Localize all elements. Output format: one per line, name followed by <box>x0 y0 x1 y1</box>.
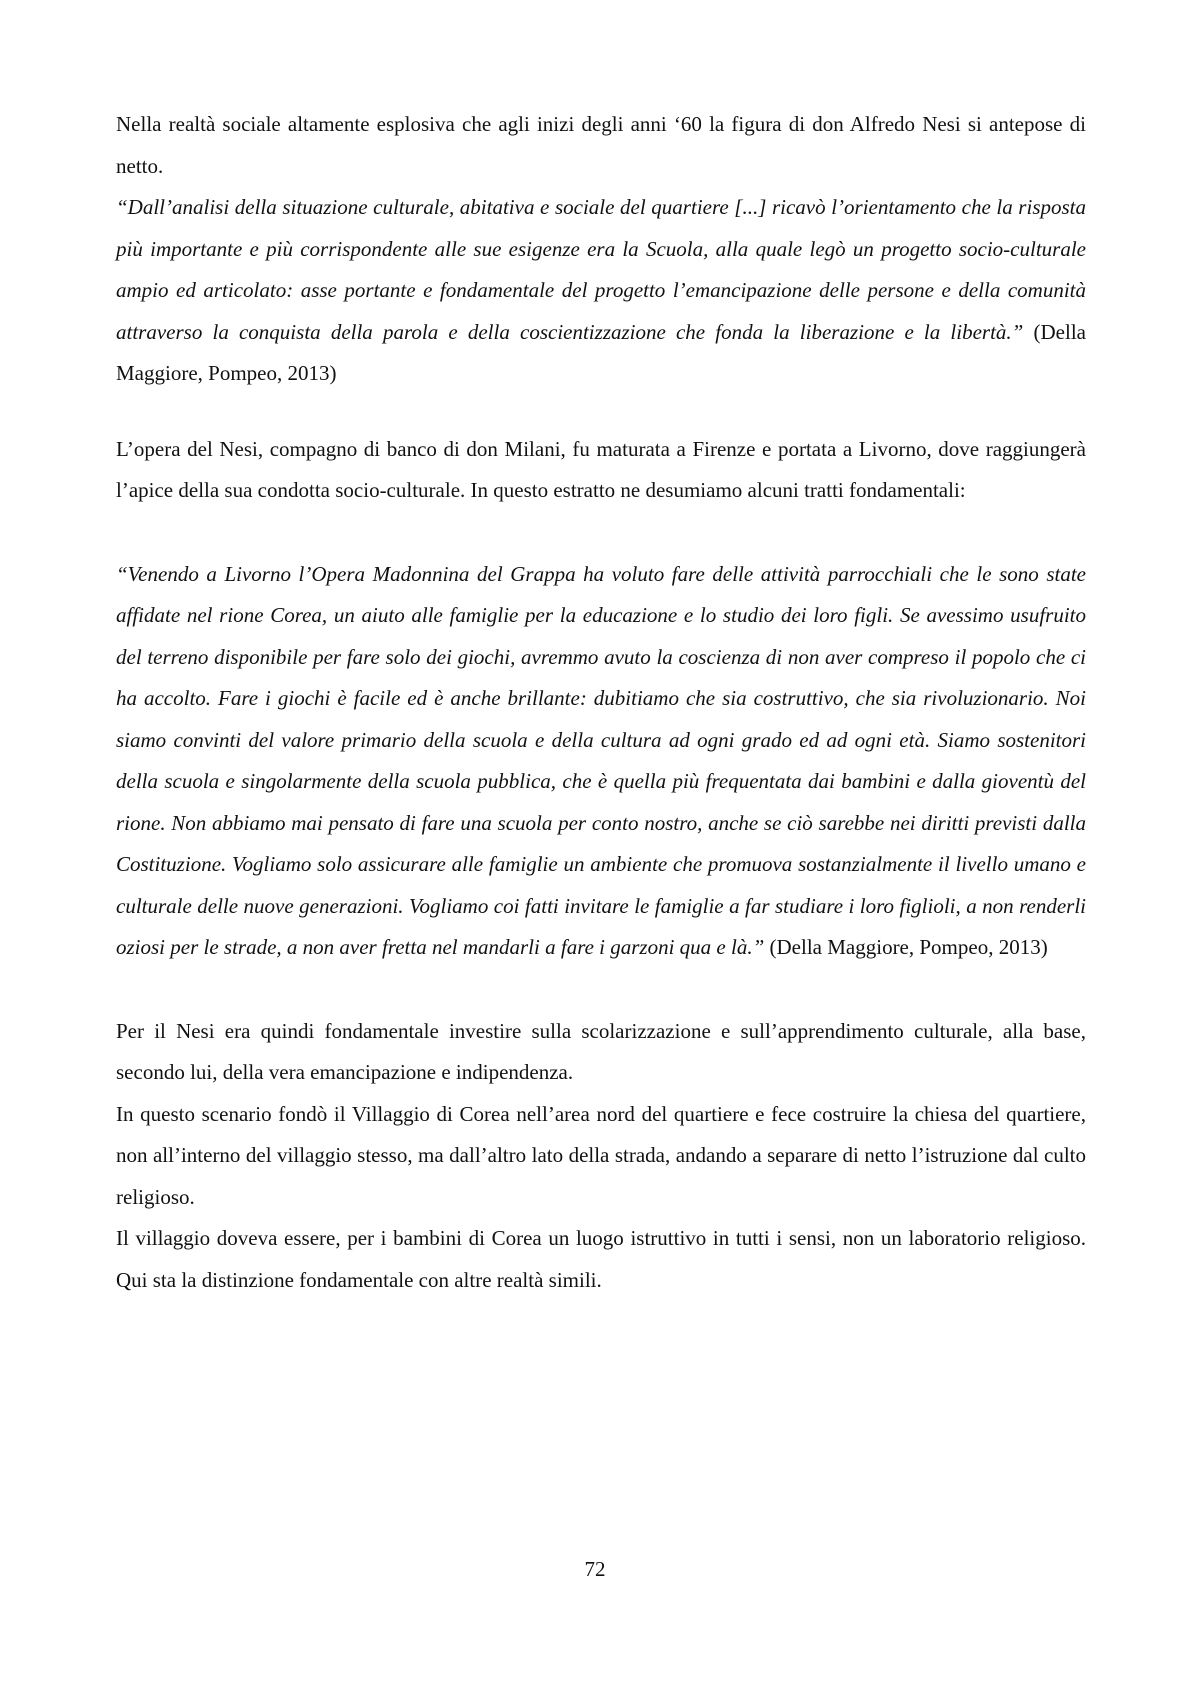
page-number: 72 <box>584 1557 606 1581</box>
quotation-paragraph-1 <box>116 187 1086 395</box>
quotation-citation: (Della Maggiore, Pompeo, 2013) <box>116 319 1086 385</box>
quotation-citation: (Della Maggiore, Pompeo, 2013) <box>764 935 1048 959</box>
paragraph-distinzione: Il villaggio doveva essere, per i bambini di Corea un luogo istruttivo in tutti i sensi, non un laboratorio religioso. Qui sta la distinzione fondamentale con altre realtà simili. <box>116 1226 1086 1292</box>
quotation-text: “Venendo a Livorno l’Opera Madonnina del Grappa ha voluto fare delle attività parrocchiali che le sono state affidate nel rione Corea, un aiuto alle famiglie per la educazione e lo studio dei loro figli. Se avessimo usufruito del terreno disponibile per fare solo dei giochi, avremmo avuto la coscienza di non aver compreso il popolo che ci ha accolto. Fare i giochi è facile ed è anche brillante: dubitiamo che sia costruttivo, che sia rivoluzionario. Noi siamo convinti del valore primario della scuola e della cultura ad ogni grado ed ad ogni età. Siamo sostenitori della scuola e singolarmente della scuola pubblica, che è quella più frequentata dai bambini e dalla gioventù del rione. Non abbiamo mai pensato di fare una scuola per conto nostro, anche se ciò sarebbe nei diritti previsti dalla Costituzione. Vogliamo solo assicurare alle famiglie un ambiente che promuova sostanzialmente il livello umano e culturale delle nuove generazioni. Vogliamo coi fatti invitare le famiglie a far studiare i loro figlioli, a non renderli oziosi per le strade, a non aver fretta nel mandarli a fare i garzoni qua e là.” <box>116 561 1086 959</box>
paragraph-intro: Nella realtà sociale altamente esplosiva che agli inizi degli anni ‘60 la figura di don Alfredo Nesi si antepose di netto. <box>116 112 1086 178</box>
paragraph-villaggio: In questo scenario fondò il Villaggio di Corea nell’area nord del quartiere e fece costruire la chiesa del quartiere, non all’interno del villaggio stesso, ma dall’altro lato della strada, andando a separare di netto l’istruzione dal culto religioso. <box>116 1101 1086 1209</box>
paragraph-opera: L’opera del Nesi, compagno di banco di don Milani, fu maturata a Firenze e portata a Livorno, dove raggiungerà l’apice della sua condotta socio-culturale. In questo estratto ne desumiamo alcuni tratti fondamentali: <box>116 436 1086 502</box>
quotation-text: “Dall’analisi della situazione culturale, abitativa e sociale del quartiere [...] ricavò l’orientamento che la risposta più importante e più corrispondente alle sue esigenze era la Scuola, alla quale legò un progetto socio-culturale ampio ed articolato: asse portante e fondamentale del progetto l’emancipazione delle persone e della comunità attraverso la conquista della parola e della coscientizzazione che fonda la liberazione e la libertà.” <box>116 195 1086 344</box>
quotation-paragraph-2 <box>116 554 1086 969</box>
paragraph-nesi: Per il Nesi era quindi fondamentale investire sulla scolarizzazione e sull’apprendimento culturale, alla base, secondo lui, della vera emancipazione e indipendenza. <box>116 1018 1086 1084</box>
document-body <box>116 104 1086 1301</box>
